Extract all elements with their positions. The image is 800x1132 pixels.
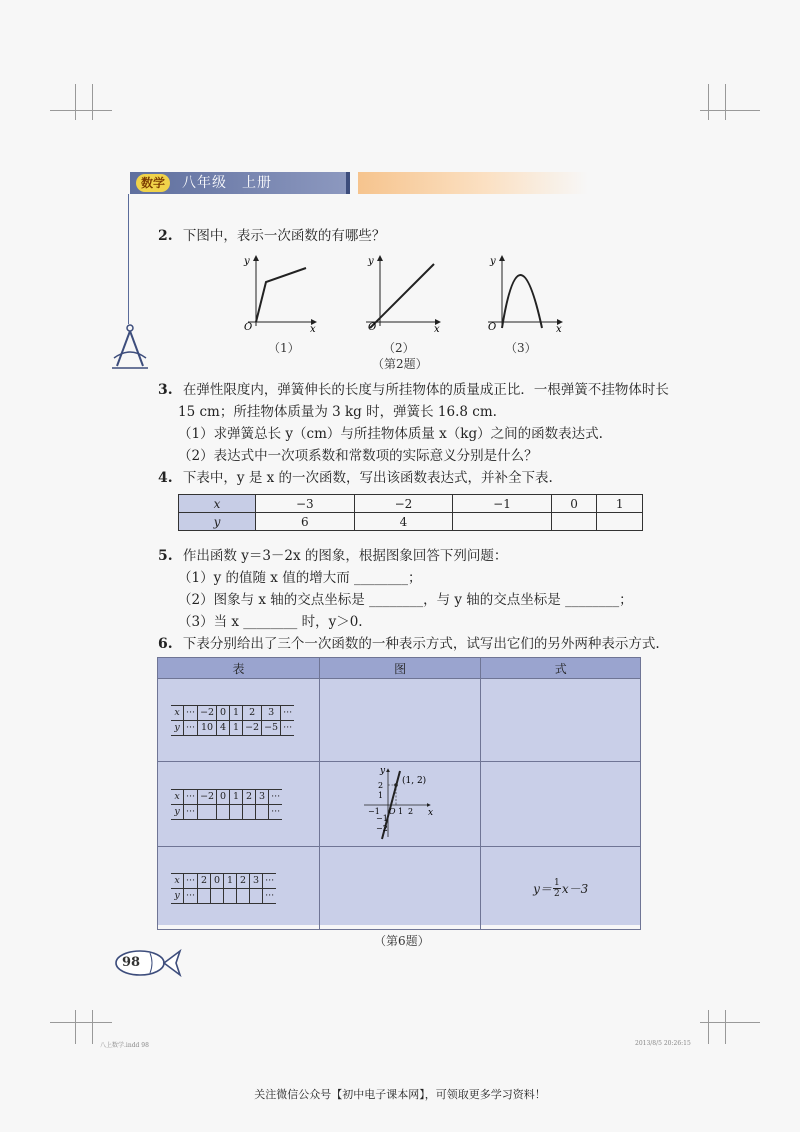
table-cell: 1: [224, 873, 237, 888]
table-cell: 3: [262, 705, 281, 720]
crop-mark: [708, 1010, 709, 1044]
crop-mark: [92, 84, 93, 120]
table-cell: ···: [281, 720, 295, 735]
header-gradient: [358, 172, 588, 194]
question-3-line2: 15 cm；所挂物体质量为 3 kg 时，弹簧长 16.8 cm.: [178, 404, 497, 420]
figure-caption-q2: （第2题）: [372, 357, 428, 371]
table-cell: 1: [597, 495, 643, 513]
table-cell: 6: [256, 513, 355, 531]
header-table: 表: [158, 658, 320, 679]
table-cell: −2: [243, 720, 262, 735]
svg-text:(1, 2): (1, 2): [402, 776, 427, 786]
svg-text:O: O: [389, 807, 396, 816]
table-cell: 10: [198, 720, 217, 735]
formula: y＝ 1 2 x－3: [533, 877, 589, 899]
svg-text:2: 2: [378, 781, 384, 790]
table-cell: ···: [184, 873, 198, 888]
table-row: [158, 762, 641, 847]
table-row: [158, 658, 641, 679]
table-cell: 2: [237, 873, 250, 888]
question-5-sub1: （1）y 的值随 x 值的增大而 ________；: [178, 570, 422, 586]
svg-text:2: 2: [408, 807, 414, 816]
mini-table-3: [171, 873, 276, 904]
graph-1-caption: （1）: [268, 341, 300, 355]
table-cell: x: [179, 495, 256, 513]
table-cell: ···: [281, 705, 295, 720]
header-formula: 式: [481, 658, 641, 679]
cell-graph-2: [319, 762, 481, 847]
crop-mark: [50, 110, 112, 111]
svg-text:x: x: [556, 324, 562, 334]
table-cell: 2: [243, 705, 262, 720]
table-cell: ···: [269, 789, 283, 804]
table-cell: −2: [198, 789, 217, 804]
cell-graph-3: [319, 847, 481, 930]
table-cell: −2: [354, 495, 453, 513]
table-cell: y: [179, 513, 256, 531]
svg-text:1: 1: [378, 791, 384, 800]
subject-badge: 数学: [136, 174, 170, 192]
figure-caption-q6: （第6题）: [374, 934, 430, 948]
table-cell: 3: [256, 789, 269, 804]
crop-mark: [75, 84, 76, 120]
table-cell: [453, 513, 552, 531]
table-cell: y: [171, 720, 184, 735]
table-cell: 2: [243, 789, 256, 804]
svg-text:−1: −1: [368, 807, 380, 816]
table-cell: 0: [551, 495, 597, 513]
table-cell: −1: [453, 495, 552, 513]
table-cell: −3: [256, 495, 355, 513]
table-cell: −2: [198, 705, 217, 720]
question-5: 5. 作出函数 y＝3－2x 的图象，根据图象回答下列问题：: [158, 548, 508, 564]
table-cell: 4: [217, 720, 230, 735]
footer-notice: 关注微信公众号【初中电子课本网】，可领取更多学习资料！: [254, 1088, 546, 1101]
table-cell: 0: [217, 705, 230, 720]
print-info-left: 八上数学.indd 98: [100, 1042, 149, 1049]
table-cell: [224, 888, 237, 903]
svg-text:x: x: [434, 324, 440, 334]
crop-mark: [700, 1022, 760, 1023]
table-cell: x: [171, 873, 184, 888]
cell-table-3: [158, 847, 320, 930]
compass-icon: [108, 322, 152, 372]
cell-table-2: [158, 762, 320, 847]
svg-text:1: 1: [398, 807, 404, 816]
margin-rule: [128, 194, 129, 324]
print-info-right: 2013/8/5 20:26:15: [635, 1040, 691, 1047]
svg-text:x: x: [310, 324, 316, 334]
table-cell: ···: [184, 705, 198, 720]
table-row: [179, 513, 643, 531]
table-cell: [230, 804, 243, 819]
table-cell: 1: [230, 720, 243, 735]
table-cell: ···: [263, 888, 277, 903]
question-6: 6. 下表分别给出了三个一次函数的一种表示方式，试写出它们的另外两种表示方式.: [158, 636, 660, 652]
svg-text:y: y: [490, 256, 496, 267]
question-2: 2. 下图中，表示一次函数的有哪些？: [158, 228, 386, 244]
table-cell: [551, 513, 597, 531]
svg-text:y: y: [380, 766, 386, 776]
question-3-line1: 3. 在弹性限度内，弹簧伸长的长度与所挂物体的质量成正比．一根弹簧不挂物体时长: [158, 382, 669, 398]
crop-mark: [75, 1010, 76, 1044]
table-cell: 3: [250, 873, 263, 888]
cell-formula-1: [481, 679, 641, 762]
svg-text:O: O: [488, 322, 497, 333]
table-row: [158, 679, 641, 762]
header-graph: 图: [319, 658, 481, 679]
crop-mark: [92, 1010, 93, 1044]
table-cell: [217, 804, 230, 819]
table-cell: 4: [354, 513, 453, 531]
table-cell: y: [171, 888, 184, 903]
table-cell: y: [171, 804, 184, 819]
table-cell: 0: [211, 873, 224, 888]
question-5-sub3: （3）当 x ________ 时，y＞0.: [178, 614, 363, 630]
cell-graph-1: [319, 679, 481, 762]
table-cell: [250, 888, 263, 903]
table-cell: [198, 888, 211, 903]
svg-text:y: y: [244, 256, 250, 267]
question-5-sub2: （2）图象与 x 轴的交点坐标是 ________，与 y 轴的交点坐标是 ________；: [178, 592, 633, 608]
question-3-sub2: （2）表达式中一次项系数和常数项的实际意义分别是什么？: [178, 448, 538, 464]
q4-table: [178, 494, 643, 531]
table-cell: ···: [184, 804, 198, 819]
svg-text:O: O: [244, 322, 253, 333]
table-cell: ···: [184, 720, 198, 735]
table-cell: 1: [230, 789, 243, 804]
table-row: [158, 847, 641, 930]
q6-table: [157, 657, 641, 925]
table-cell: [237, 888, 250, 903]
page-number: 98: [122, 955, 141, 970]
question-3-sub1: （1）求弹簧总长 y（cm）与所挂物体质量 x（kg）之间的函数表达式.: [178, 426, 603, 442]
question-4: 4. 下表中，y 是 x 的一次函数，写出该函数表达式，并补全下表.: [158, 470, 553, 486]
graph-3: [482, 252, 566, 334]
cell-formula-3: [481, 847, 641, 930]
svg-text:y: y: [368, 256, 374, 267]
table-cell: ···: [269, 804, 283, 819]
table-cell: ···: [184, 888, 198, 903]
table-cell: 2: [198, 873, 211, 888]
svg-text:−2: −2: [376, 824, 388, 833]
crop-mark: [50, 1022, 112, 1023]
table-cell: [243, 804, 256, 819]
svg-text:−1: −1: [376, 814, 388, 823]
table-cell: [198, 804, 217, 819]
graph-2: [360, 252, 444, 334]
svg-text:x: x: [428, 808, 434, 818]
cell-formula-2: [481, 762, 641, 847]
table-cell: [256, 804, 269, 819]
header-edge: [346, 172, 350, 194]
q6-graph: [360, 763, 440, 841]
svg-text:O: O: [368, 322, 377, 333]
table-cell: [211, 888, 224, 903]
crop-mark: [725, 84, 726, 120]
table-cell: ···: [263, 873, 277, 888]
table-cell: x: [171, 705, 184, 720]
crop-mark: [700, 110, 760, 111]
table-cell: x: [171, 789, 184, 804]
crop-mark: [725, 1010, 726, 1044]
table-cell: ···: [184, 789, 198, 804]
graph-1: [236, 252, 320, 334]
table-cell: 1: [230, 705, 243, 720]
table-row: [179, 495, 643, 513]
table-cell: −5: [262, 720, 281, 735]
cell-table-1: [158, 679, 320, 762]
crop-mark: [708, 84, 709, 120]
graph-3-caption: （3）: [505, 341, 537, 355]
mini-table-2: [171, 789, 282, 820]
table-cell: [597, 513, 643, 531]
table-cell: 0: [217, 789, 230, 804]
mini-table-1: [171, 705, 294, 736]
book-title: 八年级 上册: [182, 175, 272, 191]
graph-2-caption: （2）: [383, 341, 415, 355]
